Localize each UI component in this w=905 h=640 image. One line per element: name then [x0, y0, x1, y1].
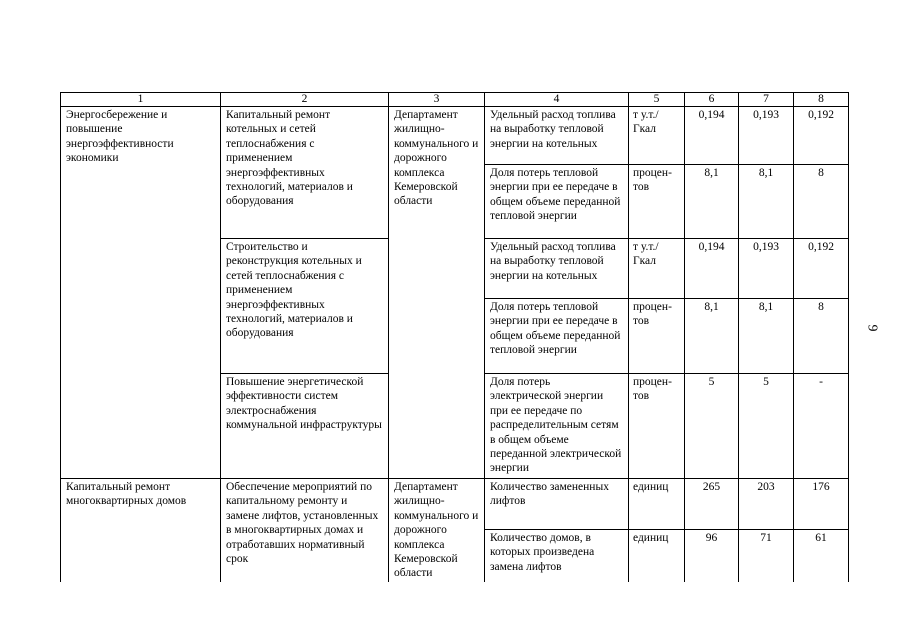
measure-name-cell: Обеспечение мероприятий по капитальному ремонту и замене лифтов, установленных в многоквартирных домах и отработавших нормативный срок	[221, 479, 389, 582]
value-cell: 8	[794, 165, 849, 239]
indicator-name-cell: Количество замененных лифтов	[485, 479, 629, 530]
value-cell: 0,193	[739, 107, 794, 165]
measure-name-cell: Строительство и реконструкция котельных и сетей теплоснабжения с применением энергоэффективных технологий, материалов и оборудования	[221, 239, 389, 374]
column-number: 2	[221, 93, 389, 107]
unit-cell: процен-тов	[629, 299, 685, 374]
value-cell: 96	[685, 530, 739, 582]
value-cell: 0,192	[794, 239, 849, 299]
indicator-name-cell: Доля потерь тепловой энергии при ее передаче в общем объеме переданной тепловой энергии	[485, 165, 629, 239]
unit-cell: процен-тов	[629, 374, 685, 479]
unit-cell: т у.т./ Гкал	[629, 239, 685, 299]
page-number: 9	[864, 324, 880, 332]
column-number: 4	[485, 93, 629, 107]
department-cell: Департамент жилищно-коммунального и дорожного комплекса Кемеровской области	[389, 479, 485, 582]
value-cell: 265	[685, 479, 739, 530]
unit-cell: процен-тов	[629, 165, 685, 239]
column-number: 1	[61, 93, 221, 107]
indicator-name-cell: Удельный расход топлива на выработку тепловой энергии на котельных	[485, 107, 629, 165]
value-cell: 71	[739, 530, 794, 582]
indicator-name-cell: Удельный расход топлива на выработку тепловой энергии на котельных	[485, 239, 629, 299]
indicator-name-cell: Доля потерь электрической энергии при ее передаче по распределительным сетям в общем объеме переданной электрической энергии	[485, 374, 629, 479]
table-header-row	[61, 93, 849, 107]
unit-cell: т у.т./ Гкал	[629, 107, 685, 165]
value-cell: 0,194	[685, 107, 739, 165]
indicator-name-cell: Доля потерь тепловой энергии при ее передаче в общем объеме переданной тепловой энергии	[485, 299, 629, 374]
department-cell: Департамент жилищно-коммунального и дорожного комплекса Кемеровской области	[389, 107, 485, 479]
program-name-cell: Капитальный ремонт многоквартирных домов	[61, 479, 221, 582]
program-name-cell: Энергосбережение и повышение энергоэффективности экономики	[61, 107, 221, 479]
value-cell: 0,192	[794, 107, 849, 165]
value-cell: 5	[685, 374, 739, 479]
column-number: 3	[389, 93, 485, 107]
table-row	[61, 107, 849, 165]
column-number: 8	[794, 93, 849, 107]
measure-name-cell: Повышение энергетической эффективности систем электроснабжения коммунальной инфраструктуры	[221, 374, 389, 479]
column-number: 7	[739, 93, 794, 107]
table-row	[61, 479, 849, 530]
value-cell: 8,1	[739, 299, 794, 374]
value-cell: 176	[794, 479, 849, 530]
value-cell: 0,193	[739, 239, 794, 299]
value-cell: 8,1	[685, 165, 739, 239]
value-cell: 203	[739, 479, 794, 530]
value-cell: 8,1	[739, 165, 794, 239]
column-number: 5	[629, 93, 685, 107]
value-cell: 8	[794, 299, 849, 374]
indicator-name-cell: Количество домов, в которых произведена замена лифтов	[485, 530, 629, 582]
unit-cell: единиц	[629, 530, 685, 582]
measure-name-cell: Капитальный ремонт котельных и сетей теплоснабжения с применением энергоэффективных технологий, материалов и оборудования	[221, 107, 389, 239]
unit-cell: единиц	[629, 479, 685, 530]
value-cell: 5	[739, 374, 794, 479]
value-cell: 61	[794, 530, 849, 582]
column-number: 6	[685, 93, 739, 107]
program-indicators-table	[60, 92, 849, 582]
value-cell: -	[794, 374, 849, 479]
value-cell: 8,1	[685, 299, 739, 374]
value-cell: 0,194	[685, 239, 739, 299]
